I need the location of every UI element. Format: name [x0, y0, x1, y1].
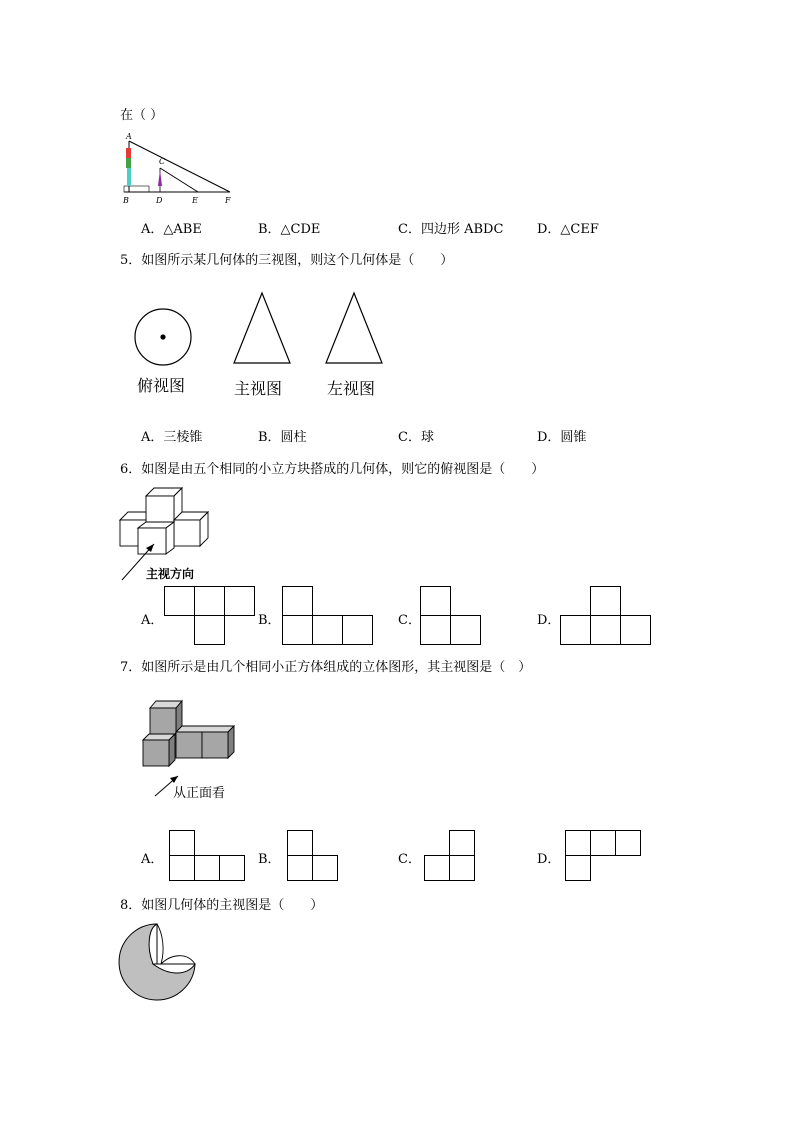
q6-option-d-figure[interactable]	[560, 586, 652, 646]
q6-option-d[interactable]: D．	[537, 613, 561, 628]
q6-option-a-figure[interactable]	[164, 586, 256, 646]
q4-option-a[interactable]: A．△ABE	[141, 222, 202, 237]
q7-option-b[interactable]: B．	[258, 852, 281, 867]
point-label-f: F	[225, 196, 231, 205]
point-label-a: A	[126, 132, 132, 141]
q6-option-b-figure[interactable]	[282, 586, 374, 646]
q6-option-b[interactable]: B．	[258, 613, 281, 628]
point-label-e: E	[192, 196, 198, 205]
q4-option-c[interactable]: C．四边形 ABDC	[398, 222, 504, 237]
q5-option-d[interactable]: D．圆锥	[537, 430, 587, 445]
q5-caption-top: 俯视图	[137, 376, 186, 395]
q5-caption-front: 主视图	[234, 379, 283, 398]
q6-option-c[interactable]: C．	[398, 613, 421, 628]
q7-option-b-figure[interactable]	[287, 830, 339, 882]
q6-option-a[interactable]: A．	[141, 613, 164, 628]
q7-question: 7．如图所示是由几个相同小正方体组成的立体图形，其主视图是（ ）	[120, 660, 532, 675]
q7-option-d[interactable]: D．	[537, 852, 561, 867]
q5-question: 5．如图所示某几何体的三视图，则这个几何体是（ ）	[120, 253, 454, 268]
q7-direction-label: 从正面看	[173, 786, 226, 801]
q4-question-tail: 在（ ）	[120, 108, 164, 123]
q5-option-a[interactable]: A．三棱锥	[141, 430, 203, 445]
point-label-d: D	[156, 196, 163, 205]
q5-caption-left: 左视图	[327, 379, 376, 398]
point-label-b: B	[123, 196, 129, 205]
q6-direction-label: 主视方向	[146, 567, 195, 581]
q7-option-d-figure[interactable]	[565, 830, 643, 882]
q4-option-d[interactable]: D．△CEF	[537, 222, 599, 237]
q4-option-b[interactable]: B．△CDE	[258, 222, 321, 237]
q7-option-a[interactable]: A．	[141, 852, 164, 867]
q8-question: 8．如图几何体的主视图是（ ）	[120, 898, 324, 913]
q7-option-c[interactable]: C．	[398, 852, 421, 867]
q6-option-c-figure[interactable]	[420, 586, 482, 646]
q5-option-b[interactable]: B．圆柱	[258, 430, 307, 445]
q8-solid-figure	[119, 920, 199, 1000]
q7-option-a-figure[interactable]	[169, 830, 247, 882]
q6-question: 6．如图是由五个相同的小立方块搭成的几何体，则它的俯视图是（ ）	[120, 462, 545, 477]
q5-top-view	[133, 307, 193, 367]
q4-figure	[118, 130, 242, 210]
point-label-c: C	[159, 157, 166, 166]
q5-side-view	[324, 292, 384, 364]
q5-option-c[interactable]: C．球	[398, 430, 434, 445]
q5-front-view	[232, 292, 292, 364]
q7-option-c-figure[interactable]	[424, 830, 476, 882]
